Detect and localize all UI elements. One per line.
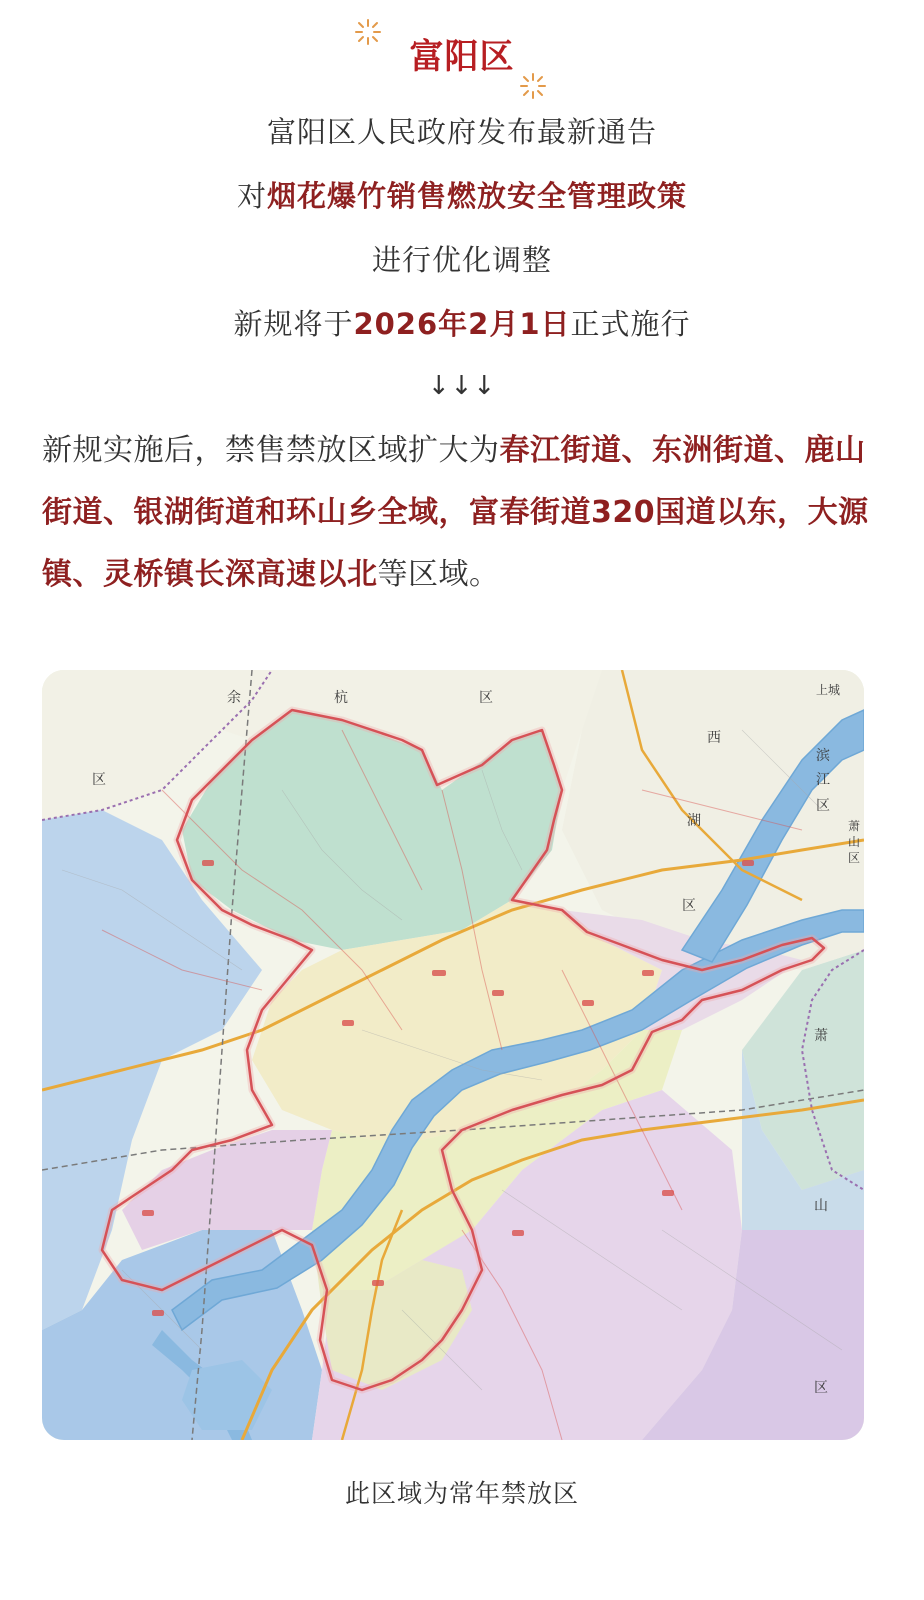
label-yuhang-3: 区 (479, 690, 493, 706)
title-container (0, 22, 924, 92)
map-caption-text: 此区域为常年禁放区 (344, 1479, 579, 1508)
label-xihu-1: 西 (707, 730, 721, 746)
intro-line-4-prefix: 新规将于 (233, 307, 354, 341)
effective-date-highlight: 2026年2月1日 (353, 307, 571, 341)
restricted-areas-highlight: 春江街道、东洲街道、鹿山街道、银湖街道和环山乡全域，富春街道320国道以东，大源镇、灵桥镇长深高速以北 (42, 433, 869, 592)
policy-lead-text: 新规实施后，禁售禁放区域扩大为 (42, 433, 500, 468)
down-arrows-text: ↓↓↓ (427, 371, 497, 401)
policy-name-highlight: 烟花爆竹销售燃放安全管理政策 (267, 179, 688, 213)
label-yuhang-1: 余 (227, 690, 241, 706)
intro-line-1-text: 富阳区人民政府发布最新通告 (266, 115, 657, 149)
label-xiaoshan-side-3: 区 (814, 1380, 828, 1396)
label-binjiang-3: 区 (816, 798, 830, 814)
down-arrows-icon (0, 366, 924, 406)
policy-paragraph (42, 420, 882, 606)
label-binjiang-2: 江 (816, 772, 830, 788)
label-xiaoshan-side-1: 萧 (814, 1028, 828, 1044)
label-shangcheng: 上城 (816, 683, 841, 697)
map-caption (0, 1474, 924, 1510)
policy-tail-text: 等区域。 (377, 557, 500, 592)
intro-line-4-suffix: 正式施行 (570, 307, 691, 341)
intro-line-3-text: 进行优化调整 (371, 243, 552, 277)
map-svg (42, 670, 864, 1440)
label-binjiang-1: 滨 (816, 748, 830, 764)
label-yuhang-2: 杭 (334, 690, 348, 706)
label-xiaoshan-2: 山 (848, 835, 861, 849)
label-west-district: 区 (92, 772, 106, 788)
label-xiaoshan-1: 萧 (848, 819, 861, 833)
restricted-area-map (42, 670, 864, 1440)
intro-line-2 (0, 176, 924, 216)
intro-line-2-prefix: 对 (236, 179, 267, 213)
intro-line-1 (0, 112, 924, 152)
intro-line-3 (0, 240, 924, 280)
label-xihu-3: 区 (682, 898, 696, 914)
label-xiaoshan-side-2: 山 (814, 1198, 828, 1214)
label-xiaoshan-3: 区 (848, 851, 861, 865)
intro-line-4 (0, 304, 924, 344)
label-xihu-2: 湖 (687, 813, 701, 829)
page-title: 富阳区 (409, 37, 515, 77)
